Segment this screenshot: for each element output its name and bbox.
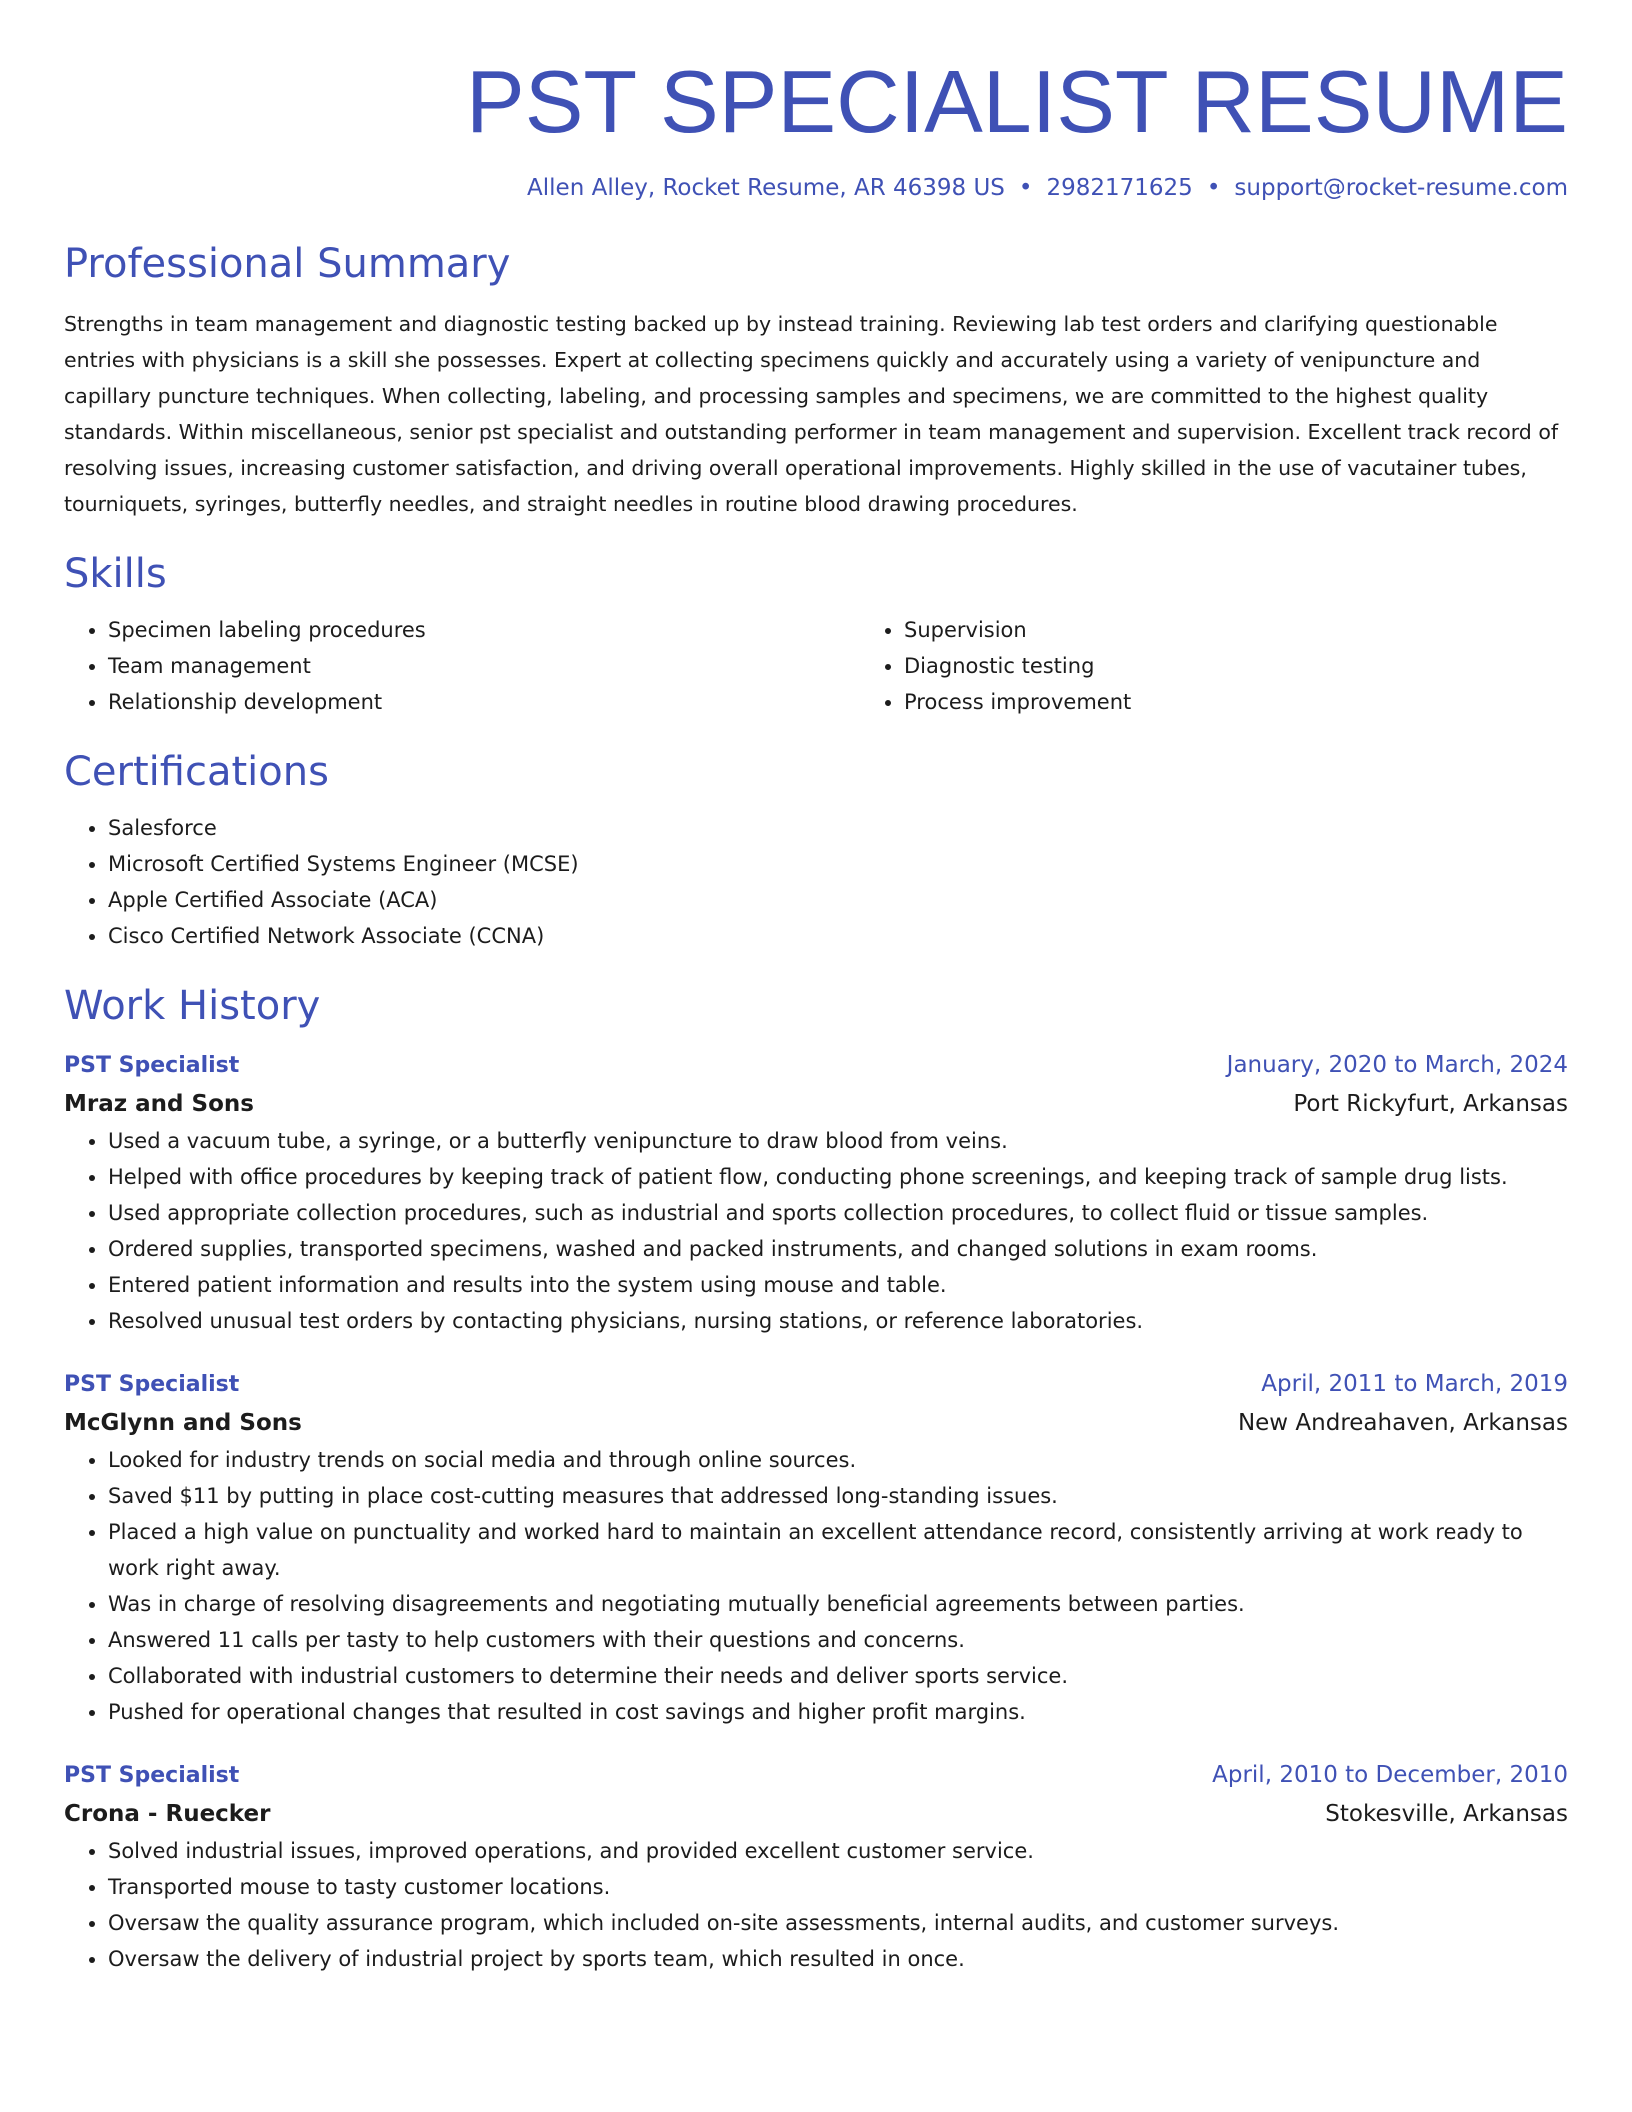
job-entry bbox=[64, 1365, 1568, 1730]
skill-item: • Relationship development bbox=[108, 684, 860, 720]
certifications-section bbox=[64, 746, 1568, 954]
job-dates: January, 2020 to March, 2024 bbox=[1226, 1052, 1568, 1078]
skill-item: • Process improvement bbox=[904, 684, 1632, 720]
job-dates: April, 2010 to December, 2010 bbox=[1212, 1762, 1568, 1788]
job-header bbox=[64, 1365, 1568, 1404]
job-duty: • Transported mouse to tasty customer locations. bbox=[108, 1869, 1568, 1905]
certifications-list bbox=[64, 810, 1568, 954]
job-company: Mraz and Sons bbox=[64, 1091, 254, 1117]
contact-email: support@rocket-resume.com bbox=[1234, 175, 1568, 201]
resume-header bbox=[64, 50, 1568, 204]
skills-heading: Skills bbox=[64, 551, 167, 597]
job-entry bbox=[64, 1046, 1568, 1339]
skill-item: • Supervision bbox=[904, 612, 1632, 648]
job-duty: • Answered 11 calls per tasty to help customers with their questions and concerns. bbox=[108, 1622, 1568, 1658]
job-company: Crona - Ruecker bbox=[64, 1801, 271, 1827]
job-subheader bbox=[64, 1404, 1568, 1442]
skill-item: • Specimen labeling procedures bbox=[108, 612, 860, 648]
summary-heading: Professional Summary bbox=[64, 241, 511, 287]
certification-item: • Apple Certified Associate (ACA) bbox=[108, 882, 1568, 918]
job-duty: • Entered patient information and results into the system using mouse and table. bbox=[108, 1267, 1568, 1303]
job-duty: • Used a vacuum tube, a syringe, or a butterfly venipuncture to draw blood from veins. bbox=[108, 1123, 1568, 1159]
contact-address: Allen Alley, Rocket Resume, AR 46398 US bbox=[527, 175, 1005, 201]
job-location: Port Rickyfurt, Arkansas bbox=[1293, 1091, 1568, 1117]
certifications-heading: Certifications bbox=[64, 749, 329, 795]
summary-text: Strengths in team management and diagnostic testing backed up by instead training. Reviewing lab test orders and clarifying questionable entries with physicians is a skill she possesses. Expert at collecting specimens quickly and accurately using a variety of venipuncture and capillary puncture techniques. When collecting, labeling, and processing samples and specimens, we are committed to the highest quality standards. Within miscellaneous, senior pst specialist and outstanding performer in team management and supervision. Excellent track record of resolving issues, increasing customer satisfaction, and driving overall operational improvements. Highly skilled in the use of vacutainer tubes, tourniquets, syringes, butterfly needles, and straight needles in routine blood drawing procedures. bbox=[64, 312, 1559, 516]
job-duties-list bbox=[64, 1833, 1568, 1977]
job-duty: • Oversaw the quality assurance program, which included on-site assessments, internal audits, and customer surveys. bbox=[108, 1905, 1568, 1941]
certification-item: • Cisco Certified Network Associate (CCNA) bbox=[108, 918, 1568, 954]
job-title: PST Specialist bbox=[64, 1372, 240, 1397]
job-duty: • Oversaw the delivery of industrial project by sports team, which resulted in once. bbox=[108, 1941, 1568, 1977]
job-subheader bbox=[64, 1085, 1568, 1123]
job-location: Stokesville, Arkansas bbox=[1325, 1801, 1568, 1827]
job-subheader bbox=[64, 1795, 1568, 1833]
job-dates: April, 2011 to March, 2019 bbox=[1261, 1371, 1568, 1397]
contact-line bbox=[64, 172, 1568, 204]
job-duty: • Solved industrial issues, improved operations, and provided excellent customer service. bbox=[108, 1833, 1568, 1869]
job-duty: • Pushed for operational changes that resulted in cost savings and higher profit margins. bbox=[108, 1694, 1568, 1730]
job-duty: • Looked for industry trends on social media and through online sources. bbox=[108, 1442, 1568, 1478]
skills-list-right bbox=[860, 612, 1632, 720]
resume-title: PST SPECIALIST RESUME bbox=[466, 52, 1568, 151]
contact-phone: 2982171625 bbox=[1046, 175, 1193, 201]
job-title: PST Specialist bbox=[64, 1763, 240, 1788]
summary-section bbox=[64, 238, 1568, 522]
job-title: PST Specialist bbox=[64, 1053, 240, 1078]
work-history-heading: Work History bbox=[64, 983, 321, 1029]
job-entry bbox=[64, 1756, 1568, 1977]
contact-separator: • bbox=[1206, 175, 1221, 201]
job-duty: • Helped with office procedures by keeping track of patient flow, conducting phone screenings, and keeping track of sample drug lists. bbox=[108, 1159, 1568, 1195]
job-header bbox=[64, 1756, 1568, 1795]
skills-columns bbox=[64, 612, 1568, 720]
job-location: New Andreahaven, Arkansas bbox=[1237, 1410, 1568, 1436]
job-duty: • Used appropriate collection procedures, such as industrial and sports collection procedures, to collect fluid or tissue samples. bbox=[108, 1195, 1568, 1231]
certification-item: • Microsoft Certified Systems Engineer (MCSE) bbox=[108, 846, 1568, 882]
job-duty: • Ordered supplies, transported specimens, washed and packed instruments, and changed solutions in exam rooms. bbox=[108, 1231, 1568, 1267]
job-duties-list bbox=[64, 1123, 1568, 1339]
skill-item: • Diagnostic testing bbox=[904, 648, 1632, 684]
job-duty: • Collaborated with industrial customers to determine their needs and deliver sports service. bbox=[108, 1658, 1568, 1694]
skill-item: • Team management bbox=[108, 648, 860, 684]
job-duties-list bbox=[64, 1442, 1568, 1730]
skills-section bbox=[64, 548, 1568, 720]
certification-item: • Salesforce bbox=[108, 810, 1568, 846]
job-header bbox=[64, 1046, 1568, 1085]
skills-list-left bbox=[64, 612, 860, 720]
job-company: McGlynn and Sons bbox=[64, 1410, 302, 1436]
work-history-section bbox=[64, 980, 1568, 1977]
job-duty: • Resolved unusual test orders by contacting physicians, nursing stations, or reference laboratories. bbox=[108, 1303, 1568, 1339]
job-duty: • Saved $11 by putting in place cost-cutting measures that addressed long-standing issues. bbox=[108, 1478, 1568, 1514]
job-duty: • Placed a high value on punctuality and worked hard to maintain an excellent attendance record, consistently arriving at work ready to work right away. bbox=[108, 1514, 1568, 1586]
contact-separator: • bbox=[1018, 175, 1033, 201]
job-duty: • Was in charge of resolving disagreements and negotiating mutually beneficial agreements between parties. bbox=[108, 1586, 1568, 1622]
